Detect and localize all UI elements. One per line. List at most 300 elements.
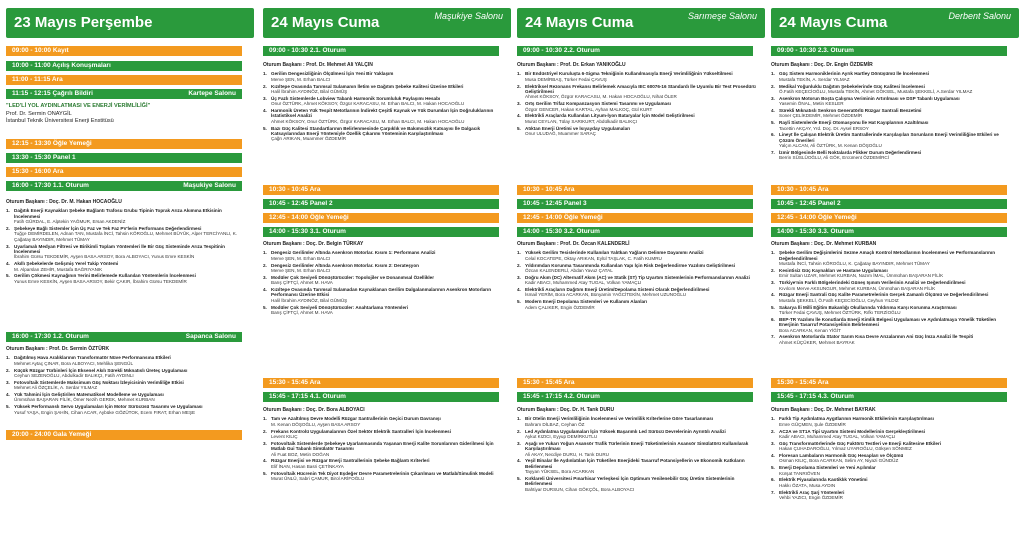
day-title: 24 Mayıs Cuma bbox=[525, 14, 634, 31]
session-bar: 15:45 - 17:15 4.3. Oturum bbox=[771, 392, 1007, 402]
paper-item bbox=[771, 334, 1011, 345]
paper-authors: Ceyhun SEZENOĞLU, Abdulkadir BALIKÇI, Fatih AYDINLI bbox=[14, 373, 134, 379]
paper-body bbox=[14, 368, 187, 379]
session-bar: 09:00 - 10:00 Kayıt bbox=[6, 46, 242, 56]
paper-title: Güç Transformatörlerinde Güç Faktörü Testleri ve Enerji Kalitesine Etkileri bbox=[779, 440, 942, 446]
paper-number: 2. bbox=[6, 367, 10, 373]
paper-title: Modern Enerji Depolama Sistemleri ve Kullanım Alanları bbox=[525, 299, 648, 305]
paper-number: 1. bbox=[263, 416, 267, 422]
paper-authors: Özcan KALENDERLİ, Abdan Yavuz ÇATAL bbox=[525, 268, 613, 274]
paper-number: 1. bbox=[771, 71, 775, 77]
column-derbent bbox=[771, 8, 1019, 536]
paper-number: 1. bbox=[6, 208, 10, 214]
paper-body bbox=[525, 113, 695, 124]
paper-title: Şebekeye Bağlı Sistemler İçin Üç Faz ve Tek Faz PV'lerin Performans Değerlendirmesi bbox=[14, 226, 202, 232]
paper-item bbox=[771, 465, 1011, 476]
session-chair: Oturum Başkanı : Prof. Dr. Mehmet Ali YALÇIN bbox=[263, 62, 373, 68]
paper-item bbox=[263, 263, 503, 274]
paper-body bbox=[779, 132, 1011, 148]
session-chair: Oturum Başkanı : Doç. Dr. Belgin TÜRKAY bbox=[263, 241, 364, 247]
paper-item bbox=[517, 476, 757, 492]
paper-number: 1. bbox=[263, 250, 267, 256]
paper-title: Küçük Rüzgar Türbinleri İçin Eksenel Akılı Sürekli Mıknatıslı Üreteç Uygulaması bbox=[14, 367, 188, 373]
paper-authors: Türker Fedai ÇAVUŞ, Mehmet ÖZTÜRK, Rıfkı TERZİOĞLU bbox=[779, 310, 901, 316]
paper-number: 4. bbox=[263, 108, 267, 114]
paper-authors: İbrahim Gürsu TEKDEMİR, Ayşen BASA ARSOY, Bora ALBOYACI, Yunus Emre KESKİN bbox=[14, 254, 195, 260]
paper-body bbox=[525, 263, 735, 274]
paper-authors: Mustafa ŞEKKELİ, Ö.Fatih KEÇECİOĞLU, Ceyhun YILDIZ bbox=[779, 297, 899, 303]
session-bar: 15:45 - 17:15 4.1. Oturum bbox=[263, 392, 499, 402]
day-header bbox=[6, 8, 254, 38]
session-block bbox=[263, 242, 503, 317]
session-chair: Oturum Başkanı : Doç. Dr. Engin ÖZDEMİR bbox=[771, 62, 873, 68]
paper-number: 4. bbox=[517, 113, 521, 119]
paper-item bbox=[771, 429, 1011, 440]
paper-number: 5. bbox=[6, 273, 10, 279]
session-hall: Maşukiye Salonu bbox=[183, 182, 236, 189]
paper-body bbox=[779, 490, 844, 501]
session-bar: 14:00 - 15:30 3.2. Oturum bbox=[517, 227, 753, 237]
paper-body bbox=[779, 477, 868, 488]
session-chair: Oturum Başkanı : Doç. Dr. H. Tarık DURU bbox=[517, 407, 615, 413]
paper-number: 2. bbox=[517, 83, 521, 89]
paper-number: 3. bbox=[771, 95, 775, 101]
paper-item bbox=[263, 84, 503, 95]
session-block bbox=[263, 63, 503, 143]
paper-authors: Merve ŞEN, M. Erhan BALCI bbox=[271, 76, 331, 82]
paper-item bbox=[771, 150, 1011, 161]
paper-authors: Osman KILIÇ, Bora ACARKAN, Selim AY, Niyazi GÜNDÜZ bbox=[779, 458, 899, 464]
paper-title: BEP-TR Yazılımı İle Konutlarda Enerji Kimlik Belgesi Uygulaması ve Aydınlatmaya Yönelik Tüketilen Enerjinin Tasarruf Potansiyelinin Belirlenmesi bbox=[779, 316, 996, 328]
paper-authors: Kıvılcım Merve AKSUNGUR, Mehmet KURBAN, Ümmühan BAŞARAN FİLİK bbox=[779, 285, 936, 291]
paper-number: 5. bbox=[6, 404, 10, 410]
paper-number: 1. bbox=[517, 250, 521, 256]
paper-title: Elektrikli Araçların Dağıtım Enerji Üretim/Depolama Sistemi Olarak Değerlendirilmesi bbox=[525, 287, 710, 293]
paper-body bbox=[525, 299, 647, 310]
session-bar: 14:00 - 15:30 3.1. Oturum bbox=[263, 227, 499, 237]
paper-body bbox=[271, 263, 419, 274]
paper-title: Yüksek Gerilim Tesislerinde Kullanılan Yalıtkan Yağların Delinme Dayanımı Analizi bbox=[525, 250, 704, 256]
paper-number: 3. bbox=[517, 440, 521, 446]
session-chair: Oturum Başkanı : Doç. Dr. Mehmet KURBAN bbox=[771, 241, 877, 247]
paper-item bbox=[6, 244, 246, 260]
paper-title: Dengesiz Gerilimler Altında Asenkron Motorlar. Kısım 2: Derateşyon bbox=[271, 262, 419, 268]
paper-item bbox=[6, 392, 246, 403]
paper-item bbox=[771, 416, 1011, 427]
paper-title: Atıktan Enerji Üretimi ve İsıyayday Uygulamaları bbox=[525, 125, 631, 131]
paper-number: 3. bbox=[6, 379, 10, 385]
paper-body bbox=[271, 126, 503, 142]
paper-item bbox=[6, 261, 246, 272]
paper-item bbox=[517, 250, 757, 261]
paper-number: 3. bbox=[517, 101, 521, 107]
paper-body bbox=[271, 458, 430, 469]
paper-authors: Murat ÜNLÜ, Sabri ÇAMUR, Birol ARİFOĞLU bbox=[271, 476, 365, 482]
paper-authors: Hakan ÇUHADAROĞLU, Yılmaz UYAROĞLU, Gökşen SÖNMEZ bbox=[779, 446, 912, 452]
session-bar: 10:30 - 10:45 Ara bbox=[517, 185, 753, 195]
paper-item bbox=[517, 416, 757, 427]
paper-item bbox=[517, 429, 757, 440]
session-hall: Kartepe Salonu bbox=[188, 90, 236, 97]
paper-body bbox=[271, 429, 451, 440]
paper-authors: Barış ÇİFTÇİ, Ahmet M. HAVA bbox=[271, 310, 333, 316]
hall-name: Maşukiye Salonu bbox=[434, 11, 503, 21]
paper-item bbox=[771, 292, 1011, 303]
paper-authors: Ümmühan BAŞARAN FİLİK, Ömer Nezih GEREK, Mehmet KURBAN bbox=[14, 397, 155, 403]
paper-title: Akıllı Şebekelerde Gelişmiş Yerel Takip Yöntemi bbox=[14, 261, 119, 267]
session-bar: 10:30 - 10:45 Ara bbox=[263, 185, 499, 195]
paper-item bbox=[517, 263, 757, 274]
paper-item bbox=[771, 132, 1011, 148]
paper-item bbox=[771, 441, 1011, 452]
paper-authors: Ahmet KÖKSOY, Özgür KARACASU, M. Hakan HOCAOĞLU, Nihat ÖLER bbox=[525, 94, 677, 100]
paper-item bbox=[263, 275, 503, 286]
paper-authors: M. Alparslan ZEHİR, Mustafa BAĞRIYANIK bbox=[14, 266, 103, 272]
paper-item bbox=[517, 458, 757, 474]
session-bar: 16:00 - 17:30 1.1. Oturum Maşukiye Salonu bbox=[6, 181, 242, 191]
paper-title: Rüzgar Enerji Santrali Güç Kalite Parametrelerinin Gerçek Zamanlı Ölçümü ve Değerlendirilmesi bbox=[779, 292, 989, 298]
paper-authors: Murat CEYLAN, Tülay SARIKURT, Abdülkadir BALIKÇI bbox=[525, 118, 637, 124]
paper-item bbox=[263, 429, 503, 440]
paper-authors: Emre GÜÇMEN, Şule ÖZDEMİR bbox=[779, 421, 846, 427]
paper-body bbox=[525, 126, 630, 137]
paper-number: 5. bbox=[263, 470, 267, 476]
session-block bbox=[517, 408, 757, 494]
session-chair: Oturum Başkanı : Doç. Dr. M. Hakan HOCAOĞLU bbox=[6, 199, 122, 205]
paper-title: Kızıltepe Ovasında Tarımsal Sulamanın İletim ve Dağıtım Şebeke Kalitesi Üzerine Etkileri bbox=[271, 83, 464, 89]
paper-number: 3. bbox=[263, 274, 267, 280]
paper-body bbox=[779, 334, 973, 345]
paper-authors: Özgür GENCER, Hakan KARTAL, Ayhan MALKOÇ, Gül KURT bbox=[525, 106, 653, 112]
paper-authors: Soner ÇELİKDEMİR, Mehmet ÖZDEMİR bbox=[779, 113, 863, 119]
paper-item bbox=[771, 108, 1011, 119]
paper-authors: Mustafa İNCİ, Tahsin KÖROĞLU, K. Çağatay BAYINDIR, Mehmet TÜMAY bbox=[779, 261, 930, 267]
paper-authors: Ali Fuat BOZ, Metin DOĞAN bbox=[271, 451, 330, 457]
paper-authors: Yalçın ALCAN, Ali ÖZTÜRK, M. Kenan DÖŞOĞLU bbox=[779, 143, 882, 149]
paper-body bbox=[779, 280, 966, 291]
paper-item bbox=[771, 84, 1011, 95]
paper-item bbox=[517, 113, 757, 124]
paper-body bbox=[525, 287, 709, 298]
paper-item bbox=[517, 126, 757, 137]
paper-title: Gerilim Dengesizliğinin Ölçülmesi İçin Yeni Bir Yaklaşım bbox=[271, 71, 394, 77]
paper-authors: Yusuf YAŞA, Engin ŞAHİN, Cihan ACAR, Aybüke GÖZÜTOK, Ecem FIRAT, Erhan MEŞE bbox=[14, 409, 196, 415]
paper-authors: Tacettin AKÇAY, Yrd. Doç. Dr. Aysel ERSOY bbox=[779, 125, 869, 131]
paper-authors: Vehbi YAZICI, Engin ÖZDEMİR bbox=[779, 495, 843, 501]
paper-authors: Elif İNAN, Hasan Basri ÇETİNKAYA bbox=[271, 463, 344, 469]
paper-number: 1. bbox=[263, 71, 267, 77]
paper-body bbox=[14, 392, 164, 403]
paper-item bbox=[771, 120, 1011, 131]
paper-body bbox=[779, 429, 925, 440]
paper-number: 5. bbox=[517, 299, 521, 305]
paper-body bbox=[14, 355, 171, 366]
paper-item bbox=[263, 96, 503, 107]
paper-number: 4. bbox=[263, 287, 267, 293]
paper-body bbox=[271, 287, 503, 303]
paper-item bbox=[517, 84, 757, 100]
paper-number: 4. bbox=[517, 458, 521, 464]
paper-number: 2. bbox=[263, 83, 267, 89]
session-bar: 10:45 - 12:45 Panel 2 bbox=[771, 199, 1007, 209]
paper-number: 5. bbox=[771, 120, 775, 126]
session-bar: 12:15 - 13:30 Öğle Yemeği bbox=[6, 139, 242, 149]
paper-number: 5. bbox=[771, 465, 775, 471]
paper-body bbox=[271, 441, 503, 457]
paper-body bbox=[271, 250, 435, 261]
paper-item bbox=[263, 71, 503, 82]
keynote bbox=[6, 103, 246, 126]
paper-title: Bir Otelin Enerji Verimliliğinin İncelenmesi ve Verimlilik Kriterlerine Göre Tasarlanması bbox=[525, 416, 714, 422]
paper-title: Kırklareli Üniversitesi Pınarhisar Yerleşkesi İçin Optimum Yenilenebilir Güç Üretim Sistemlerinin Belirlenmesi bbox=[525, 476, 735, 487]
paper-body bbox=[779, 268, 943, 279]
session-block bbox=[771, 63, 1011, 162]
paper-body bbox=[525, 250, 704, 261]
paper-item bbox=[6, 273, 246, 284]
paper-title: Fotovoltaik Sistemlerde Şebekeye Uyarlanmasında Yaşanan Enerji Kalite Sorunlarının Giderilmesi İçin Matlab Gui Tabanlı Simülatör Tasarımı bbox=[271, 440, 494, 452]
paper-body bbox=[525, 71, 733, 82]
paper-authors: Kürşat TANRIÖVEN bbox=[779, 470, 820, 476]
session-bar: 09:00 - 10:30 2.1. Oturum bbox=[263, 46, 499, 56]
paper-body bbox=[271, 108, 503, 124]
paper-number: 4. bbox=[6, 392, 10, 398]
paper-authors: Mehmet Aytaç ÇINAR, Bora ALBOYACI, Mehlika ŞENGÜL bbox=[14, 360, 134, 366]
paper-authors: Mustafa TEKİN, A. Serdar YILMAZ bbox=[779, 76, 850, 82]
paper-item bbox=[517, 101, 757, 112]
paper-title: Led Aydınlatma Uygulamaları İçin Yüksek Başarımlı Led Sürücü Devrelerinin Ayrıntılı Analizi bbox=[525, 428, 726, 434]
paper-item bbox=[6, 368, 246, 379]
paper-title: Rüzgar Enerjisi ve Rüzgar Enerji Santrallerinin Şebeke Bağlantı Kriterleri bbox=[271, 458, 430, 464]
session-block bbox=[6, 200, 246, 286]
paper-authors: İsmail YERİM, Bora ACARKAN, Bünyamin YAĞCİTEKİN, Mehmet UZUNOĞLU bbox=[525, 292, 687, 298]
column-masukiye bbox=[263, 8, 511, 536]
session-chair: Oturum Başkanı : Doç. Dr. Mehmet BAYRAK bbox=[771, 407, 876, 413]
paper-title: Dağıtılmış Hava Aralıklarının Transformatör Nüve Performansına Etkileri bbox=[14, 355, 171, 361]
paper-body bbox=[779, 441, 941, 452]
paper-number: 3. bbox=[771, 280, 775, 286]
paper-body bbox=[525, 441, 757, 457]
paper-number: 2. bbox=[517, 428, 521, 434]
session-bar: 15:30 - 16:00 Ara bbox=[6, 167, 242, 177]
session-bar: 20:00 - 24:00 Gala Yemeği bbox=[6, 430, 242, 440]
paper-body bbox=[779, 453, 903, 464]
paper-item bbox=[263, 441, 503, 457]
paper-title: Aşağı ve Yukarı Yoğun Asansör Trafik Türlerinin Enerji Tüketimlerinin Asansör Simülatörü Kullanılarak Karşılaştırılması bbox=[525, 440, 749, 452]
paper-authors: Kadir ABACI, Muhammed Atay TUGAL, Volkan YAMAÇLI bbox=[779, 434, 896, 440]
paper-item bbox=[6, 226, 246, 242]
paper-body bbox=[271, 84, 463, 95]
paper-item bbox=[263, 287, 503, 303]
session-chair: Oturum Başkanı : Prof. Dr. Özcan KALENDERLİ bbox=[517, 241, 630, 247]
session-bar: 10:00 - 11:00 Açılış Konuşmaları bbox=[6, 61, 242, 71]
session-bar: 16:00 - 17:30 1.2. Oturum Sapanca Salonu bbox=[6, 332, 242, 342]
paper-title: Floresan Lambaların Harmonik Güç Hesapları ve Ölçümü bbox=[779, 453, 904, 459]
paper-number: 5. bbox=[263, 125, 267, 131]
paper-number: 7. bbox=[771, 489, 775, 495]
paper-body bbox=[271, 471, 494, 482]
paper-title: İzmir Bölgesinde Belli Noktalarda Flikker Durum Değerlendirmesi bbox=[779, 150, 922, 156]
paper-authors: Fatih GÜRDAL, E. Alptekin YAĞMUR, Ersan AKDENİZ bbox=[14, 219, 126, 225]
paper-title: Yük Tahmini İçin Geliştirilen Matematiksel Modelleme ve Uygulaması bbox=[14, 392, 164, 398]
paper-item bbox=[263, 471, 503, 482]
paper-item bbox=[263, 305, 503, 316]
paper-title: Elektriksel Rezonans Frekansı Belirlemek Amacıyla IEC 60076-16 Standardı İle Uyumlu Bir Test Prosedürü Geliştirilmesi bbox=[525, 83, 756, 95]
session-bar: 10:30 - 10:45 Ara bbox=[771, 185, 1007, 195]
paper-title: Lineyt İle Çalışan Elektrik Üretim Santrallerinde Karşılaşılan Sorunların Enerji Verimliliğine Etkileri ve Çözüm Önerileri bbox=[779, 132, 999, 143]
paper-authors: Aykut KIZICI, Eyyup DEMİRKUTLU bbox=[525, 434, 598, 440]
hall-name: Sarımeşe Salonu bbox=[687, 11, 757, 21]
session-bar: 13:30 - 15:30 Panel 1 bbox=[6, 153, 242, 163]
paper-title: Tam ve Azaltılmış Devre Modelli Rüzgar Santrallerinin Geçici Durum Davranışı bbox=[271, 416, 441, 422]
paper-number: 6. bbox=[771, 477, 775, 483]
paper-item bbox=[517, 71, 757, 82]
paper-body bbox=[14, 244, 246, 260]
paper-body bbox=[779, 84, 972, 95]
session-bar: 11:15 - 12:15 Çağrılı Bildiri Kartepe Salonu bbox=[6, 89, 242, 99]
paper-number: 6. bbox=[771, 316, 775, 322]
paper-title: Yüksek Performanslı Servo Uygulamaları İçin Motor Sürücüsü Tasarımı ve Uygulaması bbox=[14, 404, 203, 410]
paper-number: 4. bbox=[517, 287, 521, 293]
paper-number: 7. bbox=[771, 150, 775, 156]
session-bar: 09:00 - 10:30 2.3. Oturum bbox=[771, 46, 1007, 56]
paper-authors: Çağrı ARIKAN, Muammer ÖZDEMİR bbox=[271, 136, 347, 142]
paper-authors: Onur ÖZTÜRK, Ahmet KÖKSOY, Özgür KARACASU, M. Erhan BALCI, M. Hakan HOCAOĞLU bbox=[271, 101, 465, 107]
session-bar: 12:45 - 14:00 Öğle Yemeği bbox=[263, 213, 499, 223]
paper-item bbox=[771, 280, 1011, 291]
paper-title: Modüler Çok Seviyeli Dönüştürücüler: Anahtarlama Yöntemleri bbox=[271, 304, 409, 310]
paper-item bbox=[517, 441, 757, 457]
day-title: 24 Mayıs Cuma bbox=[271, 14, 380, 31]
session-bar: 09:00 - 10:30 2.2. Oturum bbox=[517, 46, 753, 56]
session-bar: 15:30 - 15:45 Ara bbox=[517, 378, 753, 388]
paper-title: Modüler Çok Seviyeli Dönüştürücüler: Topolojiler ve Donanımsal Özellikler bbox=[271, 274, 435, 280]
paper-title: Asenkron Motorlarda Stator Sarım Kısa Devre Arızalarının Ani Güç İmza Analizi İle Tespiti bbox=[779, 334, 974, 340]
paper-number: 3. bbox=[6, 243, 10, 249]
session-chair: Oturum Başkanı : Prof. Dr. Erkan YANIKOĞLU bbox=[517, 62, 626, 68]
paper-authors: Tayyan YÜKSEL, Bora ACARKAN bbox=[525, 469, 595, 475]
paper-number: 4. bbox=[263, 458, 267, 464]
paper-authors: Tuğçe DEMİRDELEN, Adnan TAN, Mustafa İNCİ, Tahsin KÖROĞLU, Mehmet BÜYÜK, Alper TERCİYANLI, K. Çağatay BAYINDIR, Mehmet TÜMAY bbox=[14, 231, 238, 242]
paper-body bbox=[14, 261, 118, 272]
paper-body bbox=[779, 465, 876, 476]
paper-item bbox=[771, 71, 1011, 82]
session-bar: 11:00 - 11:15 Ara bbox=[6, 75, 242, 85]
paper-body bbox=[525, 84, 757, 100]
paper-title: Gerilim Çökmesi Kaynağının Yerini Belirlemede Kullanılan Yöntemlerin İncelenmesi bbox=[14, 273, 196, 279]
paper-body bbox=[525, 458, 757, 474]
paper-body bbox=[14, 404, 203, 415]
paper-authors: Bora ACARKAN, Kenan YİĞİT bbox=[779, 327, 841, 333]
keynote-speaker: Prof. Dr. Sermin ONAYGİL bbox=[6, 110, 72, 117]
paper-item bbox=[517, 275, 757, 286]
paper-number: 4. bbox=[771, 453, 775, 459]
session-bar: 15:30 - 15:45 Ara bbox=[771, 378, 1007, 388]
paper-title: Harmonik Üreten Yük Tespit Metotlarının İndirekt Çeşitli Kaynak ve Yük Durumları İçin Doğruluklarının İstatistiksel Analizi bbox=[271, 108, 494, 119]
paper-title: Ortş Gerilim Trifaz Kompanzasyon Sistemi Tasarımı ve Uygulaması bbox=[525, 101, 671, 107]
paper-title: Elektrikli Araçlarda Kullanılan Lityum-İyon Bataryalar İçin Model Geliştirilmesi bbox=[525, 113, 695, 119]
paper-number: 2. bbox=[263, 428, 267, 434]
paper-title: Enerji Depolama Sistemleri ve Yeni Açılımlar bbox=[779, 465, 876, 471]
paper-authors: Merve ŞEN, M. Erhan BALCI bbox=[271, 268, 331, 274]
session-block bbox=[771, 408, 1011, 502]
paper-title: Fotovoltaik Sistemlerde Maksimum Güç Noktası İzleyicisinin Verimliliğe Etkisi bbox=[14, 379, 184, 385]
paper-body bbox=[779, 120, 928, 131]
paper-title: Rayli Sistemlerde Enerji Otomasyonu İle Hat Kayıplarının Azaltılması bbox=[779, 120, 929, 126]
day-header bbox=[263, 8, 511, 38]
paper-item bbox=[771, 268, 1011, 279]
paper-body bbox=[779, 305, 957, 316]
paper-title: Fotovoltaik Hücrenin Tek Diyot Eşdeğer Devre Parametrelerinin Çıkarılması ve Matlab/Simulink Modeli bbox=[271, 470, 494, 476]
paper-number: 5. bbox=[517, 125, 521, 131]
paper-item bbox=[771, 96, 1011, 107]
paper-item bbox=[263, 416, 503, 427]
paper-authors: Berrin SÜSLÜOĞLU, Ali GÖK, Ercüment ÖZDEMİRCİ bbox=[779, 155, 890, 161]
paper-title: Uyarlamalı Medyan Filtresi ve Birikimli Toplam Yöntemleri İle Bir Güç Sisteminde Arıza Tespitinin İncelenmesi bbox=[14, 243, 225, 255]
paper-body bbox=[14, 273, 196, 284]
paper-body bbox=[525, 476, 757, 492]
paper-body bbox=[271, 96, 464, 107]
paper-authors: Adem ÇALIKER, Engin ÖZDEMİR bbox=[525, 304, 595, 310]
paper-number: 2. bbox=[517, 262, 521, 268]
paper-authors: Celal KOCATEPE, Oktay ARIKAN, Eylül TAŞLAK, C. Fatih KUMRU bbox=[525, 255, 662, 261]
paper-body bbox=[525, 416, 713, 427]
paper-number: 5. bbox=[263, 304, 267, 310]
day-header bbox=[771, 8, 1019, 38]
paper-authors: Ali AKAY, Necdiye DURU, H. Tarık DURU bbox=[525, 451, 609, 457]
paper-title: Sakarya İli Milli Eğitim Bakanlığı Okullarında Yıldırıma Karşı Korunma Araştırması bbox=[779, 304, 957, 310]
paper-body bbox=[271, 71, 393, 82]
paper-number: 4. bbox=[771, 108, 775, 114]
session-block bbox=[517, 63, 757, 138]
session-block bbox=[517, 242, 757, 311]
paper-item bbox=[771, 250, 1011, 266]
paper-title: Dengesiz Gerilimler Altında Asenkron Motorlar. Kısım 1: Performans Analizi bbox=[271, 250, 436, 256]
session-bar: 15:30 - 15:45 Ara bbox=[263, 378, 499, 388]
paper-authors: Yunus Emre KESKİN, Ayşen BASA ARSOY, Bekir ÇAKIR, İbrahim Gürsu TEKDEMİR bbox=[14, 278, 187, 284]
paper-title: Bazı Güç Kalitesi Standartlarının Belirlenmesinde Çarpıklık ve Bakımsızlık Katsayısı İle Dalgacık Katsayılarından Enerji Yöntemiyle Özellik Çıkarımı Yönteminin Karşılaştırılması bbox=[271, 125, 481, 137]
paper-authors: Ahmet KÖKSOY, Onur ÖZTÜRK, Özgür KARACASU, M. Erhan BALCI, M. Hakan HOCAOĞLU bbox=[271, 118, 465, 124]
paper-item bbox=[263, 108, 503, 124]
paper-number: 7. bbox=[771, 334, 775, 340]
paper-number: 6. bbox=[771, 132, 775, 138]
paper-body bbox=[779, 108, 921, 119]
day-title: 23 Mayıs Perşembe bbox=[14, 14, 153, 31]
paper-body bbox=[14, 380, 184, 391]
column-sarimese bbox=[517, 8, 765, 536]
paper-number: 2. bbox=[6, 226, 10, 232]
paper-number: 1. bbox=[6, 355, 10, 361]
paper-item bbox=[771, 317, 1011, 333]
paper-number: 2. bbox=[771, 268, 775, 274]
paper-authors: Yasemin ÖNAL, Metin KESLER bbox=[779, 101, 844, 107]
paper-body bbox=[779, 416, 934, 427]
paper-title: Elektrik Piyasalarında Kaotiklık Yönetimi bbox=[779, 477, 868, 483]
paper-title: Yıldırımdan Korunma Tasarımında Kullanılan Yapı İçin Risk Değerlendirme Yazılımı Geliştirilmesi bbox=[525, 262, 736, 268]
paper-title: Yeşil Binalar İle Aydınlatılan İçin Tüketilen Enerjideki Tasarruf Potansiyellerin ve Ekonomik Katkıların Belirlenmesi bbox=[525, 458, 745, 469]
paper-number: 1. bbox=[517, 416, 521, 422]
session-block bbox=[771, 242, 1011, 347]
session-bar: 15:45 - 17:15 4.2. Oturum bbox=[517, 392, 753, 402]
paper-number: 3. bbox=[263, 440, 267, 446]
paper-authors: Barış ÇİFTÇİ, Ahmet M. HAVA bbox=[271, 280, 333, 286]
paper-number: 3. bbox=[263, 95, 267, 101]
paper-body bbox=[271, 416, 441, 427]
paper-authors: Levent KILIÇ bbox=[271, 434, 298, 440]
column-day1 bbox=[6, 8, 254, 536]
paper-number: 1. bbox=[517, 71, 521, 77]
paper-number: 1. bbox=[771, 416, 775, 422]
paper-item bbox=[771, 490, 1011, 501]
